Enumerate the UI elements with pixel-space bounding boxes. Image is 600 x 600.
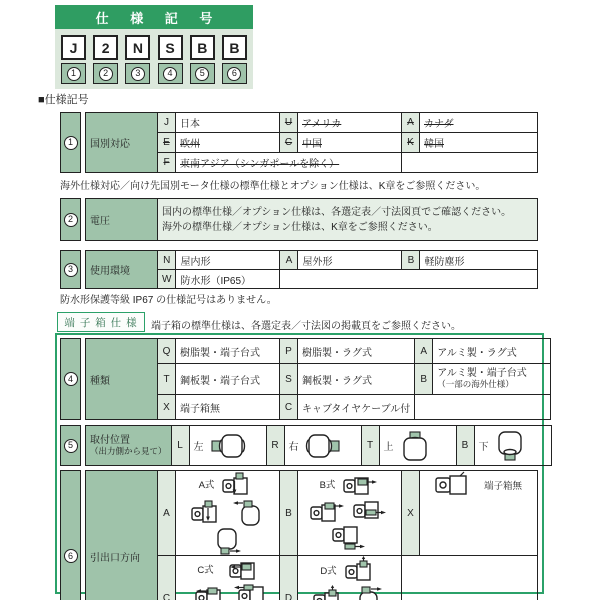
spec-code: B: [456, 426, 474, 466]
circled-number: 2: [99, 67, 113, 81]
num-box-2: [93, 63, 118, 84]
row-country: [60, 112, 538, 173]
circled-number: 1: [67, 67, 81, 81]
outlet-a-side-diagram: [222, 471, 256, 497]
code-box-6: B: [222, 35, 247, 60]
spec-code: U: [280, 113, 298, 133]
spec-desc: 屋内形: [176, 251, 280, 270]
outlet-c-side-diagram: [188, 583, 224, 600]
outlet-a-front-diagram: [212, 527, 244, 555]
mounting-sublabel: （出力側から見て）: [90, 445, 167, 456]
spec-code: W: [158, 270, 176, 289]
spec-code: T: [361, 426, 379, 466]
spec-code: A: [158, 471, 176, 556]
outlet-d-cell: [298, 556, 402, 600]
spec-desc: 中国: [298, 133, 402, 153]
row-number-cell: [60, 425, 81, 466]
code-box-5: B: [190, 35, 215, 60]
mount-bottom-cell: [474, 426, 551, 466]
num-box-1: [61, 63, 86, 84]
spec-code: R: [266, 426, 284, 466]
spec-code: J: [158, 113, 176, 133]
num-box-3: [125, 63, 150, 84]
row-label: 国別対応: [86, 113, 158, 173]
country-table: [85, 112, 538, 173]
spec-code-letters: [61, 35, 247, 60]
row-mounting-position: [60, 425, 552, 466]
spec-desc: 東南アジア（シンガポールを除く）: [176, 153, 402, 173]
outlet-b-side-diagram: [353, 498, 389, 524]
no-terminal-box-label: 端子箱無: [483, 481, 522, 492]
mount-left-label: 左: [193, 442, 204, 453]
spec-code: C: [280, 395, 298, 420]
code-box-4: S: [158, 35, 183, 60]
spec-desc: 鋼板製・ラグ式: [298, 364, 415, 395]
spec-code: X: [402, 471, 420, 556]
spec-code: X: [158, 395, 176, 420]
row-voltage: [60, 198, 538, 241]
num-box-4: [158, 63, 183, 84]
outlet-table: [85, 470, 538, 600]
voltage-line-1: 国内の標準仕様／オプション仕様は、各選定表／寸法図頁でご確認ください。: [162, 206, 512, 218]
spec-code: B: [402, 251, 420, 270]
spec-code: F: [158, 153, 176, 173]
row-label: 電圧: [86, 199, 158, 241]
note-waterproof: 防水形保護等級 IP67 の仕様記号はありません。: [60, 295, 277, 306]
motor-box-left-icon: [208, 432, 248, 460]
voltage-note-cell: [158, 199, 538, 241]
row-number-cell: [60, 470, 81, 600]
spec-code: Q: [158, 339, 176, 364]
spec-code: N: [158, 251, 176, 270]
empty-cell: [415, 395, 551, 420]
mounting-table: [85, 425, 552, 466]
spec-desc: [433, 364, 551, 395]
outlet-a-label: A式: [198, 480, 215, 491]
spec-code-panel: [55, 5, 253, 89]
circled-number: 6: [64, 549, 78, 563]
outlet-d-side-diagram: [345, 556, 379, 583]
outlet-c-side-diagram: [231, 583, 267, 600]
spec-desc: キャブタイヤケーブル付: [298, 395, 415, 420]
outlet-a-side-diagram: [191, 499, 225, 525]
spec-code: C: [158, 556, 176, 600]
spec-code: A: [415, 339, 433, 364]
circled-number: 1: [64, 136, 78, 150]
spec-desc: 欧州: [176, 133, 280, 153]
outlet-c-label: C式: [197, 565, 214, 576]
code-box-3: N: [125, 35, 150, 60]
spec-desc: 屋外形: [298, 251, 402, 270]
outlet-d-side-diagram: [313, 585, 347, 600]
spec-desc: 樹脂製・ラグ式: [298, 339, 415, 364]
spec-code-panel-title: 仕 様 記 号: [55, 5, 253, 29]
row-label: 引出口方向: [86, 471, 158, 600]
circled-number: 5: [195, 67, 209, 81]
terminal-box-section-note: 端子箱の標準仕様は、各選定表／寸法図の掲載頁をご参照ください。: [151, 321, 461, 332]
row-number-cell: [60, 112, 81, 173]
spec-code: S: [280, 364, 298, 395]
row-number-cell: [60, 198, 81, 241]
spec-desc: 防水形（IP65）: [176, 270, 280, 289]
spec-code: P: [280, 339, 298, 364]
code-box-1: J: [61, 35, 86, 60]
mount-left-cell: [189, 426, 266, 466]
spec-code: T: [158, 364, 176, 395]
outlet-x-cell: [420, 471, 538, 556]
spec-code-panel-body: [55, 29, 253, 89]
num-box-5: [190, 63, 215, 84]
spec-code: B: [415, 364, 433, 395]
spec-code: K: [402, 133, 420, 153]
terminal-box-section-label: 端 子 箱 仕 様: [57, 312, 145, 332]
voltage-line-2: 海外の標準仕様／オプション仕様は、K章をご参照ください。: [162, 221, 438, 233]
outlet-a-cell: [176, 471, 280, 556]
outlet-c-cell: [176, 556, 280, 600]
row-type: [60, 338, 551, 420]
outlet-d-label: D式: [320, 565, 337, 577]
motor-box-bottom-icon: [493, 431, 527, 461]
outlet-c-side-diagram: [222, 556, 258, 582]
spec-desc: アルミ製・ラグ式: [433, 339, 551, 364]
spec-desc: 韓国: [420, 133, 538, 153]
spec-desc: 鋼板製・端子台式: [176, 364, 280, 395]
motor-box-top-icon: [398, 431, 432, 461]
row-label: 種類: [86, 339, 158, 420]
type-table: [85, 338, 551, 420]
spec-desc-line1: アルミ製・端子台式: [437, 368, 527, 379]
outlet-b-side-diagram: [332, 525, 368, 551]
mount-top-cell: [379, 426, 456, 466]
empty-cell: [402, 556, 538, 600]
outlet-a-front-diagram: [232, 498, 264, 526]
circled-number: 5: [64, 439, 78, 453]
outlet-b-side-diagram: [310, 498, 346, 524]
row-label: 使用環境: [86, 251, 158, 289]
note-country: 海外仕様対応／向け先国別モータ仕様の標準仕様とオプション仕様は、K章をご参照ください。: [60, 181, 486, 192]
row-label: [86, 426, 172, 466]
spec-desc: 端子箱無: [176, 395, 280, 420]
circled-number: 6: [227, 67, 241, 81]
circled-number: 3: [131, 67, 145, 81]
section-title-spec-code: ■仕様記号: [38, 94, 89, 106]
code-box-2: 2: [93, 35, 118, 60]
spec-code: L: [171, 426, 189, 466]
spec-desc: アメリカ: [298, 113, 402, 133]
spec-desc-line2: （一部の海外仕様）: [437, 379, 514, 389]
outlet-b-label: B式: [319, 480, 336, 491]
spec-desc: 樹脂製・端子台式: [176, 339, 280, 364]
no-terminal-box-diagram: [434, 471, 476, 499]
circled-number: 4: [64, 372, 78, 386]
row-outlet-direction: [60, 470, 538, 600]
outlet-d-front-diagram: [354, 584, 386, 600]
environment-table: [85, 250, 538, 289]
spec-code: E: [158, 133, 176, 153]
outlet-b-cell: [298, 471, 402, 556]
circled-number: 3: [64, 263, 78, 277]
mount-top-label: 上: [383, 442, 394, 453]
spec-code: B: [280, 471, 298, 556]
motor-box-right-icon: [303, 432, 343, 460]
spec-desc: カナダ: [420, 113, 538, 133]
circled-number: 2: [64, 213, 78, 227]
spec-code-numbers: [61, 63, 247, 84]
empty-cell: [280, 270, 538, 289]
empty-cell: [402, 153, 538, 173]
mount-right-label: 右: [288, 442, 299, 453]
spec-code: C: [280, 133, 298, 153]
mount-right-cell: [284, 426, 361, 466]
row-number-cell: [60, 250, 81, 289]
num-box-6: [222, 63, 247, 84]
voltage-table: [85, 198, 538, 241]
spec-code: D: [280, 556, 298, 600]
spec-desc: 軽防塵形: [420, 251, 538, 270]
circled-number: 4: [163, 67, 177, 81]
spec-code: A: [280, 251, 298, 270]
spec-code: A: [402, 113, 420, 133]
row-environment: [60, 250, 538, 289]
mount-bottom-label: 下: [478, 442, 489, 453]
spec-desc: 日本: [176, 113, 280, 133]
mounting-label: 取付位置: [90, 434, 130, 446]
outlet-b-side-diagram: [343, 471, 379, 497]
row-number-cell: [60, 338, 81, 420]
